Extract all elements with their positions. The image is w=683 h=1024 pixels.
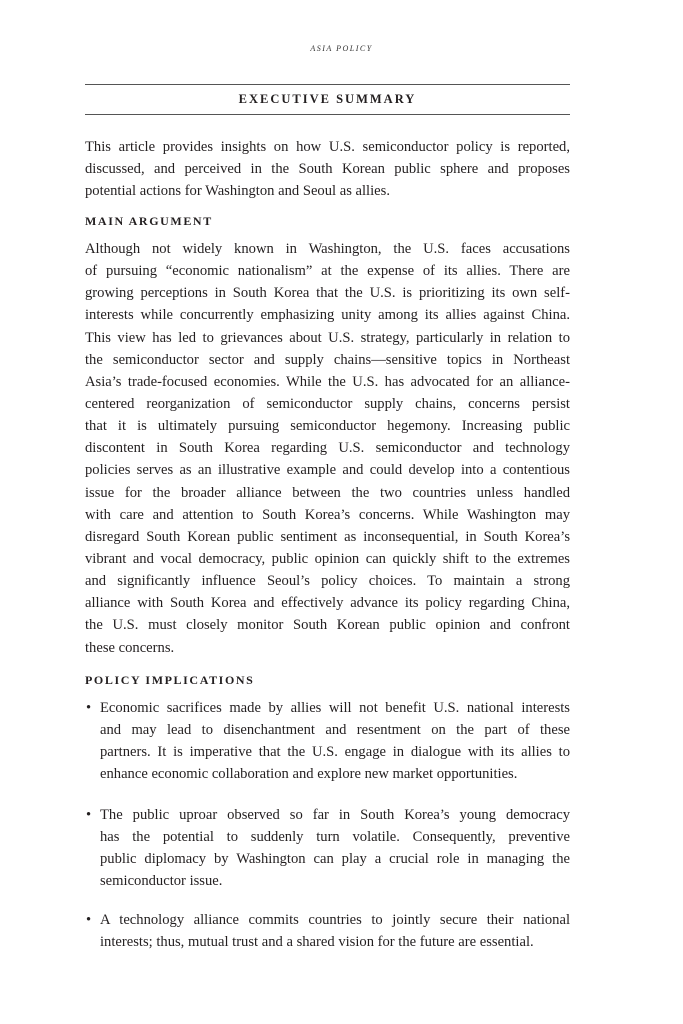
- text-line: centered reorganization of semiconductor supply chains, concerns persist: [85, 395, 570, 412]
- text-line: discontent in South Korea regarding U.S. semiconductor and technology: [85, 440, 570, 457]
- text-line: Asia’s trade-focused economies. While the U.S. has advocated for an alliance-: [85, 373, 570, 390]
- text-line: issue for the broader alliance between the two countries unless handled: [85, 484, 570, 501]
- text-line: and may lead to disenchantment and resentment on the part of these: [100, 722, 570, 739]
- text-line: public diplomacy by Washington can play a crucial role in managing the: [100, 851, 570, 868]
- policy-implication-item: [85, 804, 570, 893]
- text-line: potential actions for Washington and Seoul as allies.: [85, 183, 390, 200]
- text-line: discussed, and perceived in the South Korean public sphere and proposes: [85, 161, 570, 178]
- text-line: that it is ultimately pursuing semiconductor hegemony. Increasing public: [85, 418, 570, 435]
- text-line: This article provides insights on how U.S. semiconductor policy is reported,: [85, 139, 570, 155]
- bullet-icon: •: [86, 912, 92, 928]
- bullet-icon: •: [86, 700, 92, 716]
- text-line: interests while concurrently emphasizing unity among its allies against China.: [85, 307, 570, 324]
- policy-implications-heading: POLICY IMPLICATIONS: [85, 673, 255, 687]
- running-head: ASIA POLICY: [310, 44, 373, 53]
- text-line: and significantly influence Seoul’s policy choices. To maintain a strong: [85, 573, 570, 590]
- text-line: vibrant and vocal democracy, public opinion can quickly shift to the extremes: [85, 550, 570, 567]
- text-line: The public uproar observed so far in South Korea’s young democracy: [100, 807, 570, 823]
- bottom-rule: [85, 114, 570, 115]
- text-line: has the potential to suddenly turn volatile. Consequently, preventive: [100, 829, 570, 846]
- text-line: Economic sacrifices made by allies will not benefit U.S. national interests: [100, 700, 570, 716]
- text-line: Although not widely known in Washington, the U.S. faces accusations: [85, 241, 570, 257]
- text-line: This view has led to grievances about U.S. strategy, particularly in relation to: [85, 329, 570, 346]
- text-line: the U.S. must closely monitor South Korean public opinion and confront: [85, 617, 570, 634]
- text-line: the semiconductor sector and supply chains—sensitive topics in Northeast: [85, 351, 570, 368]
- main-argument-paragraph: [85, 238, 570, 659]
- policy-implication-item: [85, 697, 570, 786]
- text-line: policies serves as an illustrative example and could develop into a contentious: [85, 462, 570, 479]
- text-line: semiconductor issue.: [100, 873, 223, 890]
- intro-paragraph: [85, 136, 570, 202]
- text-line: interests; thus, mutual trust and a shared vision for the future are essential.: [100, 934, 534, 951]
- text-line: A technology alliance commits countries to jointly secure their national: [100, 912, 570, 928]
- bullet-icon: •: [86, 807, 92, 823]
- top-rule: [85, 84, 570, 85]
- text-line: alliance with South Korea and effectively advance its policy regarding China,: [85, 595, 570, 612]
- text-line: these concerns.: [85, 639, 175, 656]
- text-line: enhance economic collaboration and explore new market opportunities.: [100, 766, 518, 783]
- policy-implication-item: [85, 909, 570, 953]
- text-line: of pursuing “economic nationalism” at the expense of its allies. There are: [85, 263, 570, 280]
- main-argument-heading: MAIN ARGUMENT: [85, 214, 213, 228]
- section-title: EXECUTIVE SUMMARY: [238, 92, 417, 106]
- text-line: growing perceptions in South Korea that the U.S. is prioritizing its own self-: [85, 285, 570, 302]
- text-line: partners. It is imperative that the U.S. engage in dialogue with its allies to: [100, 744, 570, 761]
- text-line: disregard South Korean public sentiment as inconsequential, in South Korea’s: [85, 528, 570, 545]
- text-line: with care and attention to South Korea’s concerns. While Washington may: [85, 506, 570, 523]
